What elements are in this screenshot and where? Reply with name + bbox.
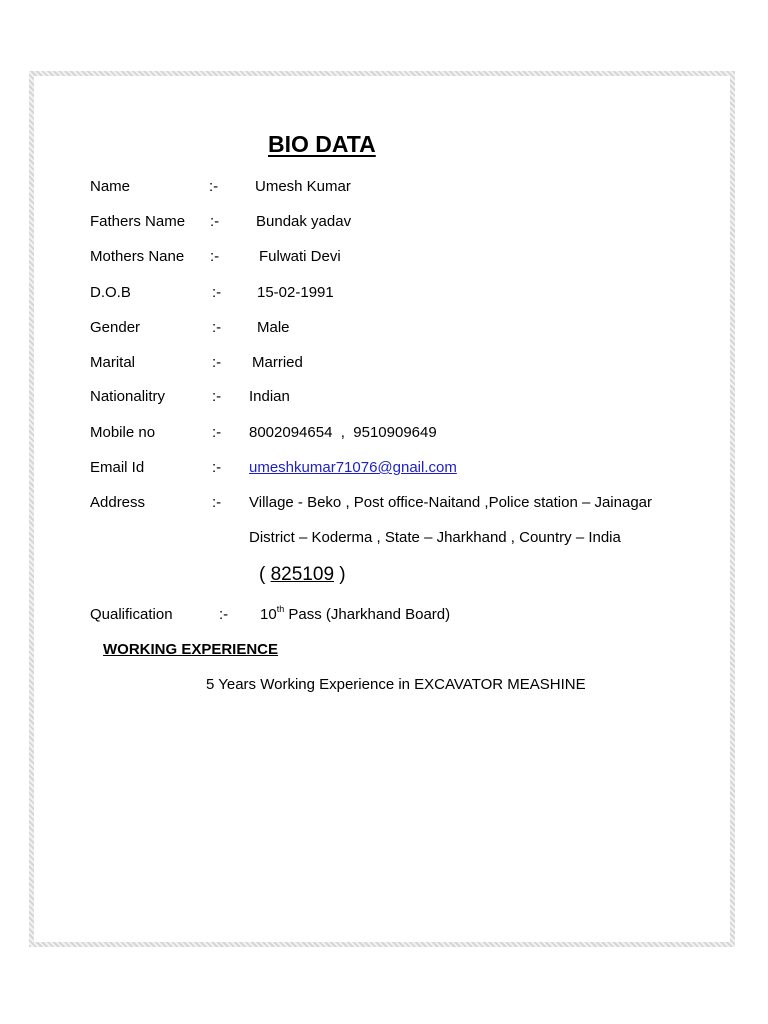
- pincode: [259, 566, 346, 584]
- email-link[interactable]: umeshkumar71076@gnail.com: [249, 459, 457, 476]
- pincode-close-paren: ): [334, 564, 346, 585]
- marital-value: Married: [252, 354, 303, 371]
- dob-separator: :-: [212, 284, 222, 301]
- email-separator: :-: [212, 459, 222, 476]
- mother-name-value: Fulwati Devi: [259, 248, 341, 265]
- name-value: Umesh Kumar: [255, 178, 351, 195]
- working-experience-text: 5 Years Working Experience in EXCAVATOR MEASHINE: [206, 676, 586, 693]
- gender-label: Gender: [90, 319, 141, 336]
- father-name-separator: :-: [210, 213, 220, 230]
- mobile-label: Mobile no: [90, 424, 156, 441]
- address-label: Address: [90, 494, 146, 511]
- qualification-number: 10: [260, 606, 277, 623]
- pincode-open-paren: (: [259, 564, 271, 585]
- mobile-value: 8002094654 , 9510909649: [249, 424, 437, 441]
- qualification-separator: :-: [219, 606, 229, 623]
- nationality-separator: :-: [212, 388, 222, 405]
- name-label: Name: [90, 178, 131, 195]
- address-line-1: Village - Beko , Post office-Naitand ,Police station – Jainagar: [249, 494, 653, 511]
- document-title: BIO DATA: [268, 131, 376, 157]
- qualification-ordinal: th: [276, 604, 285, 614]
- marital-separator: :-: [212, 354, 222, 371]
- mother-name-label: Mothers Nane: [90, 248, 185, 265]
- gender-value: Male: [257, 319, 290, 336]
- qualification-text: Pass (Jharkhand Board): [284, 606, 451, 623]
- nationality-value: Indian: [249, 388, 290, 405]
- marital-label: Marital: [90, 354, 136, 371]
- dob-value: 15-02-1991: [257, 284, 334, 301]
- qualification-value: [260, 606, 450, 624]
- father-name-label: Fathers Name: [90, 213, 186, 230]
- address-line-2: District – Koderma , State – Jharkhand , Country – India: [249, 529, 621, 546]
- address-separator: :-: [212, 494, 222, 511]
- pincode-number: 825109: [270, 564, 335, 585]
- working-experience-heading: WORKING EXPERIENCE: [103, 641, 279, 658]
- email-label: Email Id: [90, 459, 145, 476]
- nationality-label: Nationalitry: [90, 388, 166, 405]
- father-name-value: Bundak yadav: [256, 213, 352, 230]
- dob-label: D.O.B: [90, 284, 131, 301]
- gender-separator: :-: [212, 319, 222, 336]
- mother-name-separator: :-: [210, 248, 220, 265]
- mobile-separator: :-: [212, 424, 222, 441]
- name-separator: :-: [209, 178, 219, 195]
- qualification-label: Qualification: [90, 606, 173, 623]
